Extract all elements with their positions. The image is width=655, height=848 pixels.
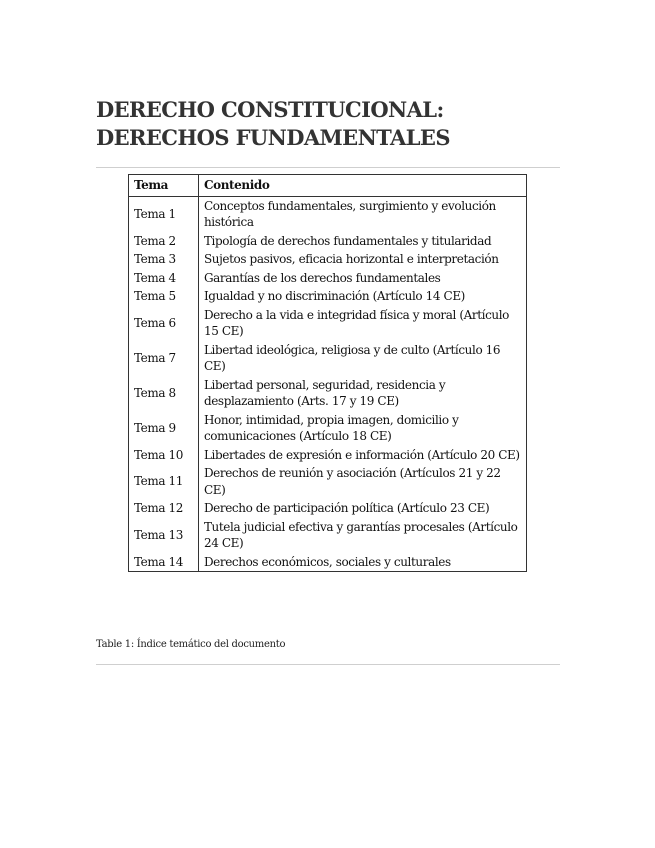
header-contenido: Contenido (198, 175, 526, 197)
row-contenido: Libertad personal, seguridad, residencia y desplazamiento (Arts. 17 y 19 CE) (198, 376, 526, 411)
table-row (129, 232, 527, 251)
table-row (129, 306, 527, 341)
row-contenido: Tipología de derechos fundamentales y titularidad (198, 232, 526, 251)
row-contenido: Derechos de reunión y asociación (Artículos 21 y 22 CE) (198, 464, 526, 499)
table-row (129, 464, 527, 499)
toc-table (128, 174, 527, 572)
row-contenido: Derecho a la vida e integridad física y moral (Artículo 15 CE) (198, 306, 526, 341)
row-tema: Tema 3 (129, 250, 199, 269)
row-contenido: Derecho de participación política (Artículo 23 CE) (198, 499, 526, 518)
table-row (129, 499, 527, 518)
table-row (129, 287, 527, 306)
table-row (129, 341, 527, 376)
row-contenido: Libertad ideológica, religiosa y de culto (Artículo 16 CE) (198, 341, 526, 376)
row-tema: Tema 1 (129, 196, 199, 232)
row-contenido: Igualdad y no discriminación (Artículo 14 CE) (198, 287, 526, 306)
table-row (129, 411, 527, 446)
row-contenido: Derechos económicos, sociales y culturales (198, 553, 526, 572)
row-tema: Tema 7 (129, 341, 199, 376)
row-contenido: Honor, intimidad, propia imagen, domicilio y comunicaciones (Artículo 18 CE) (198, 411, 526, 446)
row-tema: Tema 6 (129, 306, 199, 341)
table-row (129, 269, 527, 288)
table-row (129, 553, 527, 572)
row-contenido: Conceptos fundamentales, surgimiento y evolución histórica (198, 196, 526, 232)
row-tema: Tema 5 (129, 287, 199, 306)
table-row (129, 376, 527, 411)
row-tema: Tema 11 (129, 464, 199, 499)
table-row (129, 518, 527, 553)
table-row (129, 250, 527, 269)
row-tema: Tema 8 (129, 376, 199, 411)
row-tema: Tema 4 (129, 269, 199, 288)
table-row (129, 446, 527, 465)
row-tema: Tema 9 (129, 411, 199, 446)
page-title: DERECHO CONSTITUCIONAL: DERECHOS FUNDAMENTALES (96, 97, 450, 150)
header-tema: Tema (129, 175, 199, 197)
row-tema: Tema 12 (129, 499, 199, 518)
bottom-divider (96, 664, 560, 665)
table-header-row (129, 175, 527, 197)
row-tema: Tema 2 (129, 232, 199, 251)
row-contenido: Libertades de expresión e información (Artículo 20 CE) (198, 446, 526, 465)
top-divider (96, 167, 560, 168)
row-tema: Tema 14 (129, 553, 199, 572)
table-caption: Table 1: Índice temático del documento (96, 639, 286, 650)
row-contenido: Garantías de los derechos fundamentales (198, 269, 526, 288)
table-row (129, 196, 527, 232)
row-contenido: Tutela judicial efectiva y garantías procesales (Artículo 24 CE) (198, 518, 526, 553)
row-tema: Tema 13 (129, 518, 199, 553)
row-tema: Tema 10 (129, 446, 199, 465)
row-contenido: Sujetos pasivos, eficacia horizontal e interpretación (198, 250, 526, 269)
